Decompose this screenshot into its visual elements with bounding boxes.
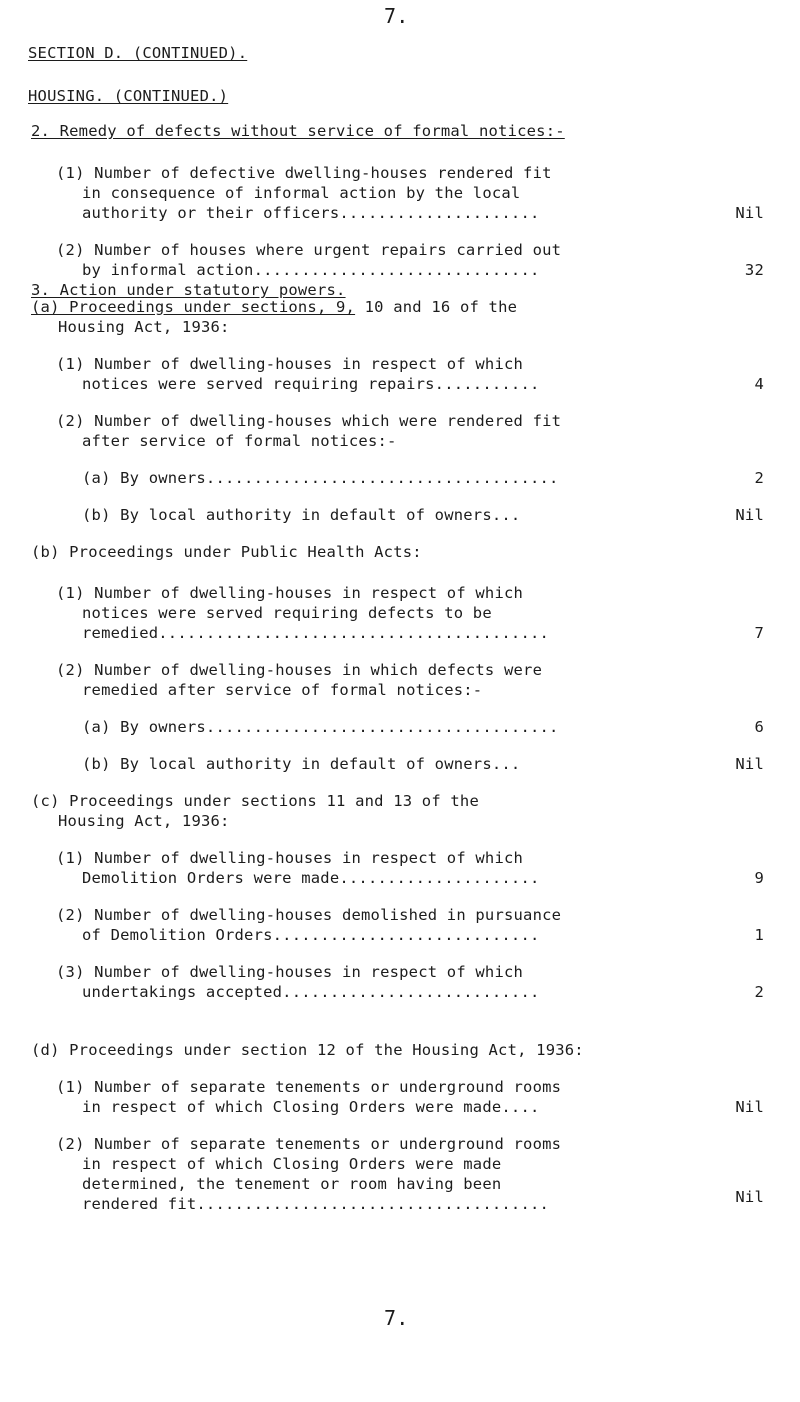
b-item2b-value: Nil — [735, 755, 764, 773]
b-item2a-value: 6 — [754, 718, 764, 736]
c-heading-line2: Housing Act, 1936: — [58, 812, 230, 830]
s3-item2a-text: (a) By owners..................................... — [82, 469, 559, 487]
s3-item2-line2: after service of formal notices:- — [82, 432, 397, 450]
page-number-bottom: 7. — [384, 1306, 409, 1330]
s3-item2-line1: (2) Number of dwelling-houses which were rendered fit — [56, 412, 562, 430]
s3-item1-value: 4 — [754, 375, 764, 393]
s3-item1-line1: (1) Number of dwelling-houses in respect of which — [56, 355, 524, 373]
d-item2-line1: (2) Number of separate tenements or underground rooms — [56, 1135, 562, 1153]
b-item1-line3: remedied......................................... — [82, 624, 550, 642]
section-heading: SECTION D. (CONTINUED). — [28, 44, 248, 62]
s3a-line2: Housing Act, 1936: — [58, 318, 230, 336]
section-2-title: 2. Remedy of defects without service of formal notices:- — [31, 122, 565, 140]
b-item2-line2: remedied after service of formal notices:- — [82, 681, 483, 699]
s2-item2-line2: by informal action.............................. — [82, 261, 540, 279]
s3a-rest: 10 and 16 of the — [364, 298, 518, 316]
d-item2-value: Nil — [735, 1188, 764, 1206]
housing-subheading: HOUSING. (CONTINUED.) — [28, 87, 229, 105]
c-item3-line1: (3) Number of dwelling-houses in respect of which — [56, 963, 524, 981]
b-item1-line2: notices were served requiring defects to be — [82, 604, 492, 622]
b-item2-line1: (2) Number of dwelling-houses in which defects were — [56, 661, 543, 679]
c-item1-line2: Demolition Orders were made..................... — [82, 869, 540, 887]
s3a-heading-row — [31, 298, 517, 316]
b-item2a-text: (a) By owners..................................... — [82, 718, 559, 736]
s2-item1-line2: in consequence of informal action by the local — [82, 184, 521, 202]
s3-item1-line2: notices were served requiring repairs........... — [82, 375, 540, 393]
c-item3-line2: undertakings accepted........................... — [82, 983, 540, 1001]
d-item2-line2: in respect of which Closing Orders were made — [82, 1155, 502, 1173]
s2-item1-value: Nil — [735, 204, 764, 222]
c-item2-value: 1 — [754, 926, 764, 944]
c-heading-line1: (c) Proceedings under sections 11 and 13 of the — [31, 792, 479, 810]
d-item1-line2: in respect of which Closing Orders were made.... — [82, 1098, 540, 1116]
d-item2-line4: rendered fit..................................... — [82, 1195, 550, 1213]
d-item1-value: Nil — [735, 1098, 764, 1116]
b-item1-line1: (1) Number of dwelling-houses in respect of which — [56, 584, 524, 602]
d-item2-line3: determined, the tenement or room having been — [82, 1175, 502, 1193]
s3-item2b-text: (b) By local authority in default of owners... — [82, 506, 521, 524]
page-number-top: 7. — [384, 4, 409, 28]
b-heading: (b) Proceedings under Public Health Acts: — [31, 543, 422, 561]
s2-item2-value: 32 — [744, 261, 764, 279]
b-item2b-text: (b) By local authority in default of owners... — [82, 755, 521, 773]
s3-item2a-value: 2 — [754, 469, 764, 487]
c-item1-value: 9 — [754, 869, 764, 887]
c-item3-value: 2 — [754, 983, 764, 1001]
d-heading: (d) Proceedings under section 12 of the Housing Act, 1936: — [31, 1041, 584, 1059]
c-item1-line1: (1) Number of dwelling-houses in respect of which — [56, 849, 524, 867]
s2-item1-line1: (1) Number of defective dwelling-houses rendered fit — [56, 164, 552, 182]
s3-item2b-value: Nil — [735, 506, 764, 524]
c-item2-line2: of Demolition Orders............................ — [82, 926, 540, 944]
c-item2-line1: (2) Number of dwelling-houses demolished in pursuance — [56, 906, 562, 924]
s3-heading-block — [31, 281, 346, 299]
s2-item1-line3: authority or their officers..................... — [82, 204, 540, 222]
b-item1-value: 7 — [754, 624, 764, 642]
s2-item2-line1: (2) Number of houses where urgent repairs carried out — [56, 241, 562, 259]
s3-heading: 3. Action under statutory powers. — [31, 281, 346, 299]
s3a-label: (a) Proceedings under sections, 9, — [31, 298, 356, 316]
d-item1-line1: (1) Number of separate tenements or underground rooms — [56, 1078, 562, 1096]
